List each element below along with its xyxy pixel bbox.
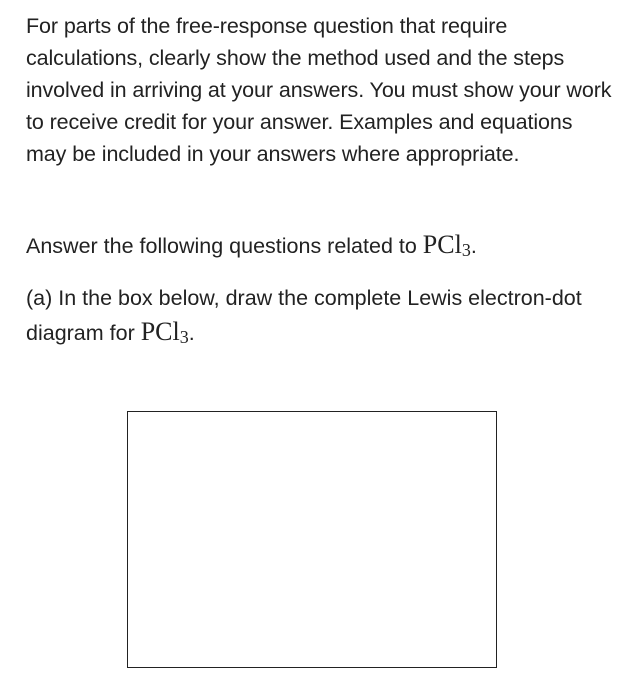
part-a-formula-base: PCl [140,317,180,346]
intro-formula-base: PCl [422,230,462,259]
question-content [26,10,616,350]
part-a-formula [141,317,189,346]
intro-text: Answer the following questions related to [26,234,423,258]
intro-formula-subscript: 3 [461,240,471,260]
intro-formula [423,230,471,259]
instructions-paragraph: For parts of the free-response question that require calculations, clearly show the method used and the steps involved in arriving at your answers. You must show your work to receive credit for your answer. Examples and equations may be included in your answers where appropriate. [26,14,612,166]
part-a-formula-subscript: 3 [179,327,189,347]
part-a-question [26,281,616,350]
intro-question [26,228,616,263]
answer-drawing-box[interactable] [127,411,497,668]
part-a-text: (a) In the box below, draw the complete Lewis electron-dot diagram for [26,286,582,345]
part-a-end-punctuation: . [188,321,195,345]
intro-end-punctuation: . [470,234,477,258]
